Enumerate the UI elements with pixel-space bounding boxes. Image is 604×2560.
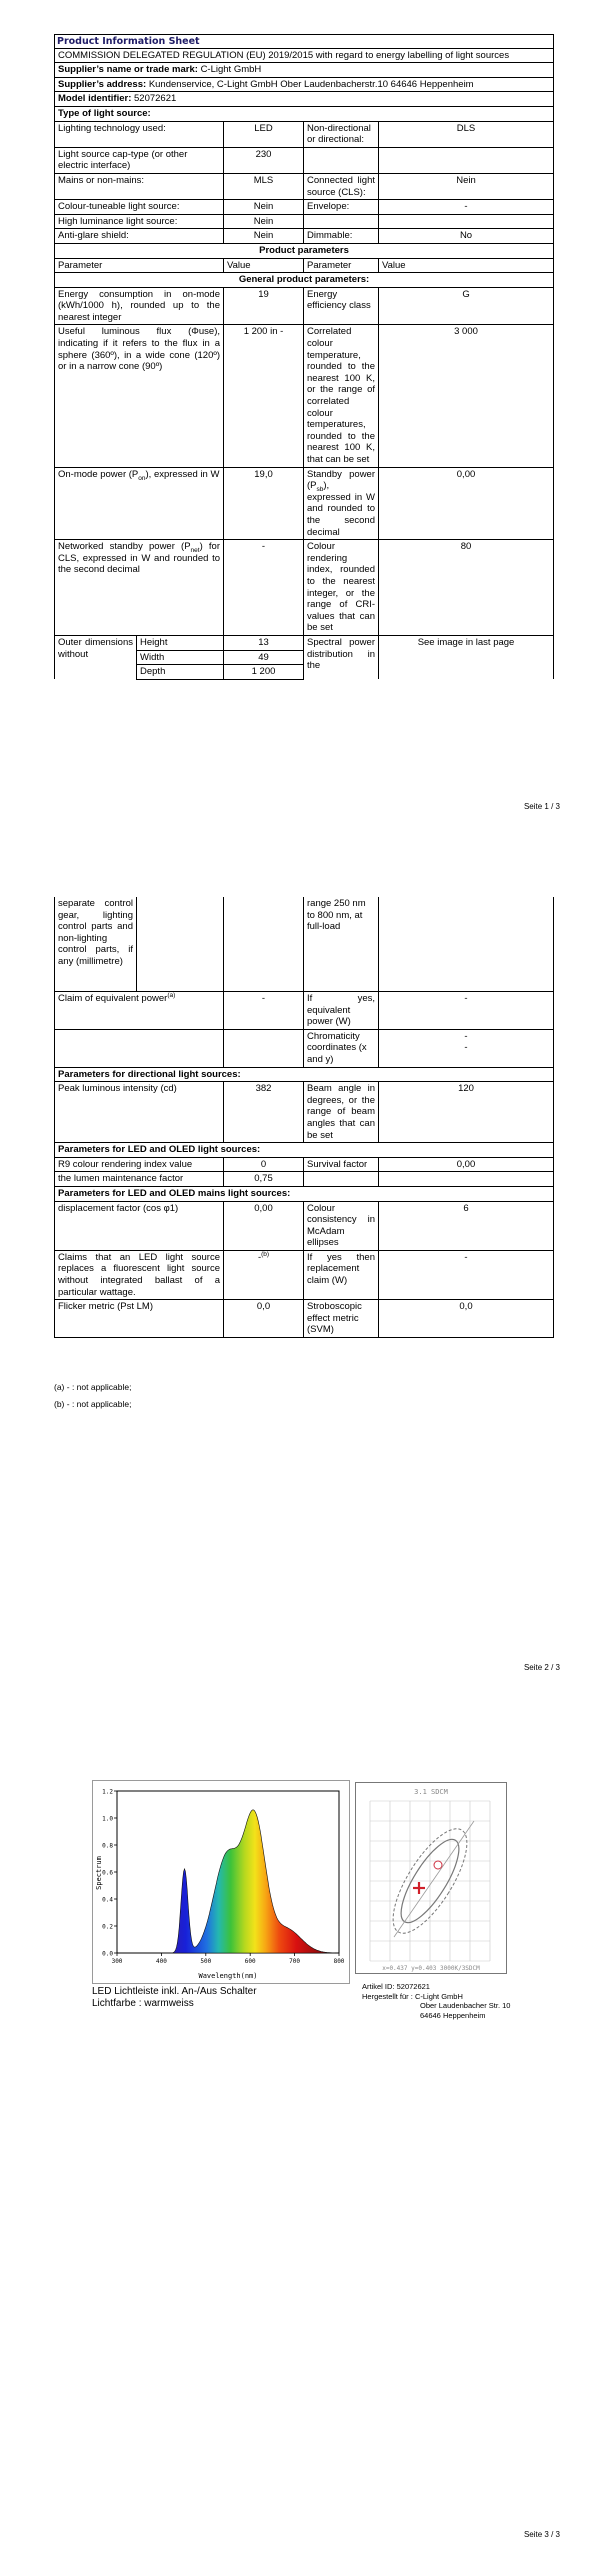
networked-standby-text: ) for CLS, expressed in W and rounded to the second decimal [58, 541, 221, 576]
chromaticity-diagram-svg [356, 1783, 506, 1973]
peak-intensity-value: 382 [224, 1082, 304, 1143]
chromaticity-x: - [464, 1030, 468, 1042]
spectrum-x-tick-label: 400 [155, 1958, 167, 1965]
claim-equivalent-power-label [55, 992, 224, 1030]
chromaticity-diagram [355, 1782, 507, 1974]
beam-angle-value: 120 [379, 1082, 554, 1143]
cap-type-label: Light source cap-type (or other electric interface) [55, 147, 224, 173]
supplier-name-row [55, 63, 554, 78]
empty-cell [304, 1172, 379, 1187]
flicker-label: Flicker metric (Pst LM) [55, 1300, 224, 1338]
supplier-address-label: Supplier’s address: [58, 78, 147, 90]
article-label: Artikel ID: [362, 1982, 395, 1991]
replacement-claim-value: - [379, 1250, 554, 1299]
spectral-distribution-label: Spectral power distribution in the [304, 635, 379, 679]
product-information-table-continued [54, 897, 554, 1338]
mains-parameters-heading: Parameters for LED and OLED mains light sources: [55, 1186, 554, 1201]
spectrum-y-tick-label: 0.2 [102, 1923, 113, 1931]
standby-power-text: ), expressed in W and rounded to the second decimal [307, 480, 375, 538]
page-number: Seite 2 / 3 [523, 1663, 560, 1672]
footnote-marker: (b) [261, 1250, 270, 1258]
r9-label: R9 colour rendering index value [55, 1157, 224, 1172]
empty-cell [304, 147, 379, 173]
product-information-table [54, 34, 554, 680]
outer-dimensions-label-continued: separate control gear, lighting control parts and non-lighting control parts, if any (millimetre) [55, 897, 137, 992]
made-for-street: Ober Laudenbacher Str. 10 [420, 2001, 511, 2010]
width-value: 49 [224, 650, 304, 665]
displacement-factor-value: 0,00 [224, 1201, 304, 1250]
footnote-a: (a) - : not applicable; [54, 1382, 132, 1392]
chromaticity-coordinates-label: x=0.437 y=0.403 3000K/3SDCM [382, 1965, 480, 1972]
spectrum-curve [161, 1810, 334, 1953]
page-1 [0, 0, 604, 820]
envelope-label: Envelope: [304, 200, 379, 215]
model-identifier: 52072621 [134, 93, 177, 105]
fluorescent-replacement-text: - [257, 1251, 262, 1263]
made-for-company: C-Light GmbH [414, 1991, 463, 2001]
height-value: 13 [224, 635, 304, 650]
high-luminance-label: High luminance light source: [55, 214, 224, 229]
networked-standby-label [55, 540, 224, 636]
on-mode-power-label [55, 467, 224, 540]
directional-parameters-heading: Parameters for directional light sources: [55, 1067, 554, 1082]
chromaticity-y: - [464, 1042, 468, 1054]
equivalent-power-value: - [379, 992, 554, 1030]
column-header-parameter: Parameter [304, 258, 379, 273]
spectrum-y-tick-label: 0.8 [102, 1842, 113, 1850]
page-3 [0, 1760, 604, 2560]
empty-cell [304, 214, 379, 229]
measured-point-cross-icon [413, 1882, 425, 1894]
colour-tuneable-value: Nein [224, 200, 304, 215]
on-mode-power-value: 19,0 [224, 467, 304, 540]
column-header-value: Value [379, 258, 554, 273]
led-parameters-heading: Parameters for LED and OLED light sources: [55, 1143, 554, 1158]
product-parameters-heading: Product parameters [55, 243, 554, 258]
article-id: 52072621 [396, 1982, 430, 1991]
empty-cell [379, 1172, 554, 1187]
standby-power-value: 0,00 [379, 467, 554, 540]
supplier-address: Kundenservice, C-Light GmbH Ober Laudenbacherstr.10 64646 Heppenheim [148, 78, 474, 90]
directional-label: Non-directional or directional: [304, 121, 379, 147]
cls-label: Connected light source (CLS): [304, 173, 379, 199]
displacement-factor-label: displacement factor (cos φ1) [55, 1201, 224, 1250]
article-info [362, 1982, 510, 2020]
mains-value: MLS [224, 173, 304, 199]
cls-value: Nein [379, 173, 554, 199]
model-row [55, 92, 554, 107]
made-for-row [362, 1992, 510, 2002]
width-label: Width [137, 650, 224, 665]
regulation-text: COMMISSION DELEGATED REGULATION (EU) 2019/2015 with regard to energy labelling of light sources [55, 48, 554, 63]
spectrum-x-axis-label: Wavelength(nm) [198, 1972, 258, 1980]
luminous-flux-label: Useful luminous flux (Φuse), indicating if it refers to the flux in a sphere (360º), in a wide cone (120º) or in a narrow cone (90º) [55, 325, 224, 467]
energy-consumption-label: Energy consumption in on-mode (kWh/1000 h), rounded up to the nearest integer [55, 287, 224, 325]
on-mode-power-text: ), expressed in W [145, 468, 220, 480]
page-number: Seite 1 / 3 [523, 802, 560, 811]
survival-factor-label: Survival factor [304, 1157, 379, 1172]
spectrum-x-tick-label: 800 [333, 1958, 345, 1965]
survival-factor-value: 0,00 [379, 1157, 554, 1172]
lumen-maintenance-label: the lumen maintenance factor [55, 1172, 224, 1187]
spectrum-y-tick-label: 0.4 [102, 1896, 113, 1904]
made-for-city: 64646 Heppenheim [420, 2010, 486, 2020]
fluorescent-replacement-value [224, 1250, 304, 1299]
target-point-icon [434, 1861, 442, 1869]
networked-standby-sub: net [190, 547, 200, 555]
spectrum-y-tick-label: 0.6 [102, 1869, 113, 1877]
model-label: Model identifier: [58, 93, 132, 105]
anti-glare-value: Nein [224, 229, 304, 244]
high-luminance-value: Nein [224, 214, 304, 229]
supplier-name: C-Light GmbH [200, 64, 262, 76]
cri-label: Colour rendering index, rounded to the nearest integer, or the range of CRI-values that can be set [304, 540, 379, 636]
cap-type-value: 230 [224, 147, 304, 173]
peak-intensity-label: Peak luminous intensity (cd) [55, 1082, 224, 1143]
networked-standby-text: Networked standby power (P [58, 541, 191, 553]
column-header-parameter: Parameter [55, 258, 224, 273]
lumen-maintenance-value: 0,75 [224, 1172, 304, 1187]
spectrum-y-tick-label: 0.0 [102, 1950, 113, 1958]
chromaticity-value [379, 1029, 554, 1067]
directional-value: DLS [379, 121, 554, 147]
luminous-flux-value: 1 200 in - [224, 325, 304, 467]
spectral-distribution-label-continued: range 250 nm to 800 nm, at full-load [304, 897, 379, 992]
cct-label: Correlated colour temperature, rounded to the nearest 100 K, or the range of correlated colour temperatures, rounded to the nearest 100 K, that can be set [304, 325, 379, 467]
depth-label: Depth [137, 665, 224, 680]
cri-value: 80 [379, 540, 554, 636]
made-for-label: Hergestellt für : [362, 1991, 413, 2001]
page-2 [0, 880, 604, 1700]
planckian-line [394, 1821, 474, 1937]
standby-power-text: Standby power (P [307, 468, 375, 492]
dimmable-label: Dimmable: [304, 229, 379, 244]
chromaticity-grid [370, 1801, 490, 1961]
empty-cell [224, 1029, 304, 1067]
article-row [362, 1982, 510, 1992]
standby-power-sub: sb [316, 486, 324, 494]
depth-value: 1 200 [224, 665, 304, 680]
empty-cell [379, 147, 554, 173]
on-mode-power-sub: on [138, 474, 146, 482]
spectrum-x-tick-label: 600 [244, 1958, 256, 1965]
r9-value: 0 [224, 1157, 304, 1172]
spectrum-x-tick-label: 300 [111, 1958, 123, 1965]
caption-line-2: Lichtfarbe : warmweiss [92, 1998, 194, 2009]
cct-value: 3 000 [379, 325, 554, 467]
column-header-value: Value [224, 258, 304, 273]
page-number: Seite 3 / 3 [523, 2530, 560, 2539]
claim-equivalent-power-text: Claim of equivalent power [58, 993, 168, 1004]
spectrum-y-tick-label: 1.0 [102, 1815, 113, 1823]
spectrum-x-tick-label: 500 [200, 1958, 212, 1965]
energy-efficiency-label: Energy efficiency class [304, 287, 379, 325]
caption-line-1: LED Lichtleiste inkl. An-/Aus Schalter [92, 1986, 257, 1997]
footnote-b: (b) - : not applicable; [54, 1399, 132, 1409]
lighting-tech-value: LED [224, 121, 304, 147]
standby-power-label [304, 467, 379, 540]
flicker-value: 0,0 [224, 1300, 304, 1338]
empty-cell [55, 1029, 224, 1067]
chromaticity-label: Chromaticity coordinates (x and y) [304, 1029, 379, 1067]
footnote-marker: (a) [167, 991, 176, 999]
spectral-distribution-value: See image in last page [379, 635, 554, 679]
spectrum-chart [92, 1780, 350, 1984]
empty-cell [137, 897, 224, 992]
height-label: Height [137, 635, 224, 650]
supplier-address-row [55, 77, 554, 92]
product-caption [92, 1986, 257, 2010]
stroboscopic-value: 0,0 [379, 1300, 554, 1338]
dimmable-value: No [379, 229, 554, 244]
on-mode-power-text: On-mode power (P [58, 468, 139, 480]
claim-equivalent-power-value: - [224, 992, 304, 1030]
spectrum-y-axis-label: Spectrum [95, 1856, 103, 1890]
spectrum-x-tick-label: 700 [289, 1958, 301, 1965]
supplier-name-label: Supplier’s name or trade mark: [58, 64, 198, 76]
equivalent-power-label: If yes, equivalent power (W) [304, 992, 379, 1030]
mains-label: Mains or non-mains: [55, 173, 224, 199]
anti-glare-label: Anti-glare shield: [55, 229, 224, 244]
energy-consumption-value: 19 [224, 287, 304, 325]
lighting-tech-label: Lighting technology used: [55, 121, 224, 147]
mcadam-label: Colour consistency in McAdam ellipses [304, 1201, 379, 1250]
empty-cell [224, 897, 304, 992]
fluorescent-replacement-label: Claims that an LED light source replaces a fluorescent light source without integrated ballast of a particular wattage. [55, 1250, 224, 1299]
colour-tuneable-label: Colour-tuneable light source: [55, 200, 224, 215]
replacement-claim-label: If yes then replacement claim (W) [304, 1250, 379, 1299]
empty-cell [379, 214, 554, 229]
stroboscopic-label: Stroboscopic effect metric (SVM) [304, 1300, 379, 1338]
spectrum-chart-svg [93, 1781, 349, 1983]
footnotes [54, 1382, 131, 1410]
energy-efficiency-value: G [379, 287, 554, 325]
outer-dimensions-label: Outer dimensions without [55, 635, 137, 679]
type-heading: Type of light source: [55, 106, 554, 121]
networked-standby-value: - [224, 540, 304, 636]
envelope-value: - [379, 200, 554, 215]
empty-cell [379, 897, 554, 992]
sheet-title: Product Information Sheet [55, 35, 554, 49]
spectrum-y-tick-label: 1.2 [102, 1788, 113, 1796]
beam-angle-label: Beam angle in degrees, or the range of beam angles that can be set [304, 1082, 379, 1143]
sdcm-label: 3.1 SDCM [414, 1788, 448, 1796]
mcadam-value: 6 [379, 1201, 554, 1250]
general-parameters-heading: General product parameters: [55, 273, 554, 288]
